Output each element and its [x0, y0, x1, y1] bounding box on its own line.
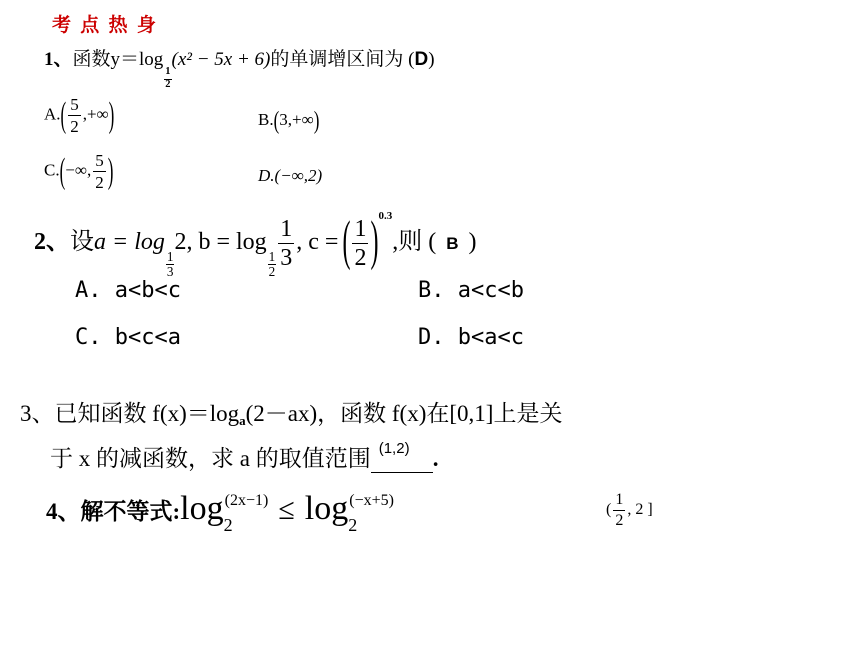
q1-number: 1、 [44, 49, 73, 70]
q1-text-before: 函数y＝log [72, 49, 164, 70]
q1-text-after: 的单调增区间为 ( [270, 49, 415, 70]
question-3-line-1: 3、已知函数 f(x)＝loga(2－ax)，函数 f(x)在[0,1]上是关 [20, 401, 563, 428]
question-1 [44, 44, 435, 90]
q2-b-base: $\frac{1}{2}$ [268, 248, 276, 280]
q3-answer: (1,2) [378, 440, 410, 457]
q4-answer: ( $\frac{1}{2}$ , 2 ] [606, 491, 653, 529]
q4-label: 4、解不等式: [46, 499, 181, 524]
q2-a-base: $\frac{1}{3}$ [166, 248, 174, 280]
q1-argument: (x² − 5x + 6) [171, 49, 271, 70]
q2-option-a: A. a<b<c [75, 278, 181, 303]
question-3-line-2: 于 x 的减函数，求 a 的取值范围 (1,2) . [50, 440, 439, 471]
q2-option-b: B. a<c<b [418, 278, 524, 303]
q1-answer: D [414, 49, 429, 70]
q2-c-exponent: 0.3 [378, 210, 393, 222]
q1-close: ) [428, 49, 435, 70]
section-title: 考 点 热 身 [52, 15, 158, 36]
q2-answer: B [446, 234, 459, 253]
q2-option-d: D. b<a<c [418, 325, 524, 350]
q2-b-fraction: $\frac{1}{3}$ [280, 215, 293, 271]
q2-option-c: C. b<c<a [75, 325, 181, 350]
q2-number: 2、 [34, 229, 70, 255]
q1-option-c: C.(−∞, $\frac{5}{2}$ ) [44, 150, 114, 192]
q2-c-fraction: $\frac{1}{2}$ [354, 215, 367, 271]
q1-option-d: D.(−∞,2) [258, 166, 323, 185]
question-2: 2、设a = log $\frac{1}{3}$ 2, b = log $\frac{1}{2}$ $\frac{1}{3}$ , c = ( $\frac{1}{2}$ )$^{0.3}$,则 ( B ) [34, 210, 477, 280]
question-4: 4、解不等式$:\log_2^{(2x-1)} \le \log_2^{(-x+5)}$ [46, 490, 394, 535]
q1-log-base: $\frac{1}{2}$ [165, 66, 171, 90]
q1-option-b: B.(3,+∞) [258, 106, 320, 135]
q1-option-a: A.( $\frac{5}{2}$ ,+∞) [44, 94, 115, 136]
